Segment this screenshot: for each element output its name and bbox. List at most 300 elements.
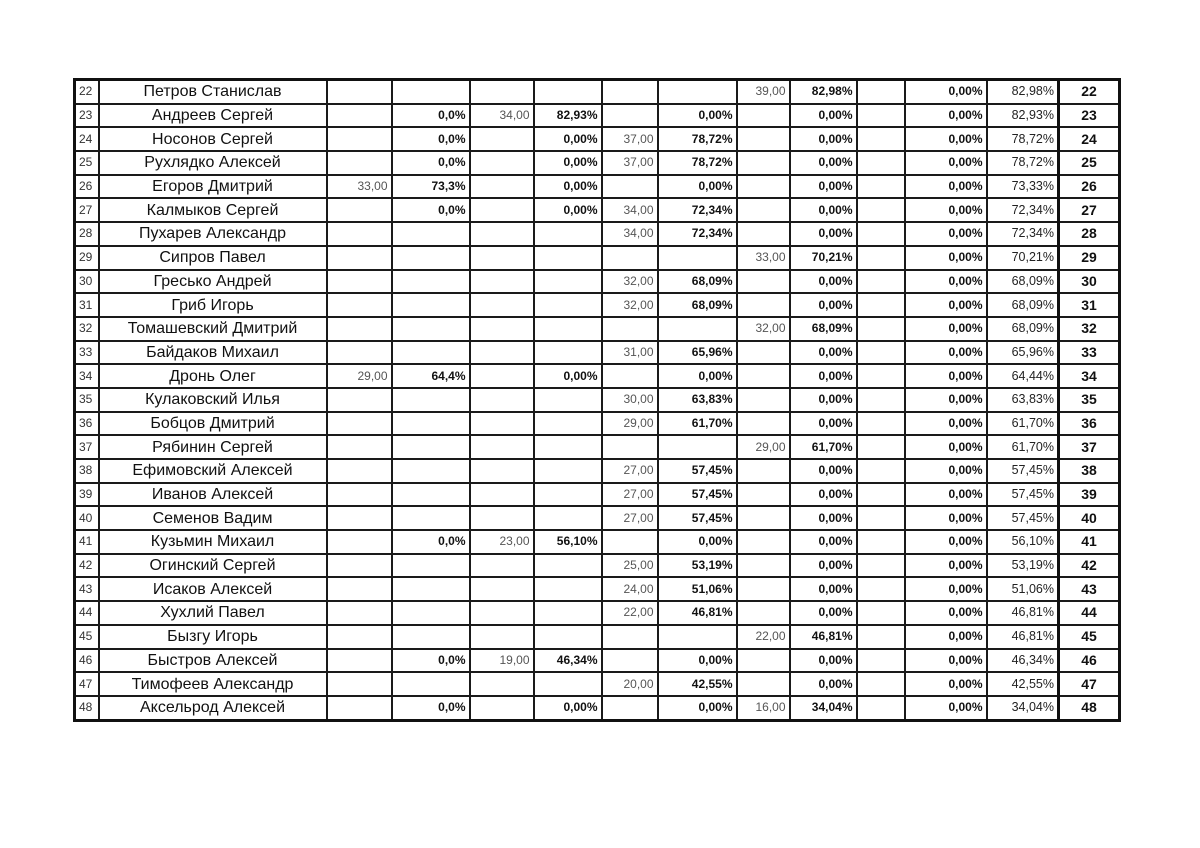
stage3-score-cell: 27,00 xyxy=(602,459,658,483)
row-index-cell: 43 xyxy=(75,577,99,601)
stage4-percent-cell: 0,00% xyxy=(790,483,857,507)
row-index-cell: 34 xyxy=(75,364,99,388)
participant-name-cell: Ефимовский Алексей xyxy=(99,459,327,483)
stage5-score-cell xyxy=(857,412,905,436)
stage5-score-cell xyxy=(857,364,905,388)
total-percent-cell: 61,70% xyxy=(987,435,1059,459)
stage5-score-cell xyxy=(857,696,905,720)
stage4-score-cell: 16,00 xyxy=(737,696,790,720)
stage3-score-cell: 24,00 xyxy=(602,577,658,601)
stage5-percent-cell: 0,00% xyxy=(905,104,987,128)
stage3-score-cell xyxy=(602,104,658,128)
stage3-score-cell xyxy=(602,364,658,388)
stage5-score-cell xyxy=(857,625,905,649)
stage5-score-cell xyxy=(857,222,905,246)
stage4-percent-cell: 0,00% xyxy=(790,388,857,412)
stage2-score-cell xyxy=(470,270,534,294)
stage2-percent-cell xyxy=(534,577,602,601)
stage4-percent-cell: 0,00% xyxy=(790,649,857,673)
stage3-percent-cell: 57,45% xyxy=(658,506,737,530)
participant-name-cell: Гресько Андрей xyxy=(99,270,327,294)
stage4-score-cell xyxy=(737,649,790,673)
stage1-score-cell xyxy=(327,672,392,696)
stage3-percent-cell: 57,45% xyxy=(658,459,737,483)
total-percent-cell: 46,81% xyxy=(987,601,1059,625)
stage1-score-cell xyxy=(327,435,392,459)
participant-name-cell: Исаков Алексей xyxy=(99,577,327,601)
stage3-score-cell: 37,00 xyxy=(602,127,658,151)
stage3-score-cell: 30,00 xyxy=(602,388,658,412)
stage2-score-cell xyxy=(470,435,534,459)
stage4-percent-cell: 0,00% xyxy=(790,270,857,294)
total-percent-cell: 57,45% xyxy=(987,483,1059,507)
stage4-percent-cell: 0,00% xyxy=(790,554,857,578)
table-row xyxy=(75,435,1120,459)
stage5-percent-cell: 0,00% xyxy=(905,317,987,341)
total-percent-cell: 61,70% xyxy=(987,412,1059,436)
stage4-percent-cell: 0,00% xyxy=(790,530,857,554)
stage2-percent-cell: 82,93% xyxy=(534,104,602,128)
stage4-percent-cell: 0,00% xyxy=(790,672,857,696)
stage3-score-cell xyxy=(602,625,658,649)
stage4-score-cell xyxy=(737,341,790,365)
row-index-cell: 39 xyxy=(75,483,99,507)
stage3-percent-cell: 68,09% xyxy=(658,293,737,317)
total-percent-cell: 68,09% xyxy=(987,270,1059,294)
table-row xyxy=(75,222,1120,246)
stage1-score-cell xyxy=(327,127,392,151)
stage4-percent-cell: 0,00% xyxy=(790,577,857,601)
stage1-percent-cell xyxy=(392,601,470,625)
place-cell: 33 xyxy=(1059,341,1120,365)
stage3-percent-cell: 46,81% xyxy=(658,601,737,625)
stage4-score-cell xyxy=(737,104,790,128)
stage1-score-cell xyxy=(327,198,392,222)
stage2-score-cell xyxy=(470,554,534,578)
row-index-cell: 48 xyxy=(75,696,99,720)
participant-name-cell: Кулаковский Илья xyxy=(99,388,327,412)
stage2-score-cell: 23,00 xyxy=(470,530,534,554)
stage1-score-cell xyxy=(327,270,392,294)
stage3-percent-cell: 65,96% xyxy=(658,341,737,365)
stage1-score-cell xyxy=(327,222,392,246)
stage1-percent-cell: 0,0% xyxy=(392,127,470,151)
stage1-score-cell xyxy=(327,483,392,507)
stage3-percent-cell: 0,00% xyxy=(658,364,737,388)
table-row xyxy=(75,530,1120,554)
place-cell: 45 xyxy=(1059,625,1120,649)
stage5-score-cell xyxy=(857,341,905,365)
stage1-percent-cell: 64,4% xyxy=(392,364,470,388)
stage3-score-cell: 32,00 xyxy=(602,293,658,317)
stage2-percent-cell xyxy=(534,317,602,341)
total-percent-cell: 53,19% xyxy=(987,554,1059,578)
participant-name-cell: Рухлядко Алексей xyxy=(99,151,327,175)
total-percent-cell: 78,72% xyxy=(987,151,1059,175)
stage2-score-cell xyxy=(470,388,534,412)
stage1-score-cell xyxy=(327,506,392,530)
stage5-percent-cell: 0,00% xyxy=(905,554,987,578)
participant-name-cell: Тимофеев Александр xyxy=(99,672,327,696)
participant-name-cell: Аксельрод Алексей xyxy=(99,696,327,720)
stage3-percent-cell: 0,00% xyxy=(658,696,737,720)
stage4-percent-cell: 70,21% xyxy=(790,246,857,270)
stage2-percent-cell xyxy=(534,506,602,530)
total-percent-cell: 82,93% xyxy=(987,104,1059,128)
total-percent-cell: 82,98% xyxy=(987,80,1059,104)
stage2-score-cell xyxy=(470,341,534,365)
stage4-percent-cell: 0,00% xyxy=(790,222,857,246)
total-percent-cell: 68,09% xyxy=(987,317,1059,341)
stage4-score-cell xyxy=(737,151,790,175)
stage1-score-cell xyxy=(327,696,392,720)
table-row xyxy=(75,388,1120,412)
total-percent-cell: 46,81% xyxy=(987,625,1059,649)
stage2-score-cell: 19,00 xyxy=(470,649,534,673)
table-row xyxy=(75,577,1120,601)
place-cell: 27 xyxy=(1059,198,1120,222)
stage3-percent-cell: 61,70% xyxy=(658,412,737,436)
stage4-score-cell: 29,00 xyxy=(737,435,790,459)
stage5-percent-cell: 0,00% xyxy=(905,625,987,649)
stage5-score-cell xyxy=(857,506,905,530)
stage5-percent-cell: 0,00% xyxy=(905,198,987,222)
stage3-percent-cell: 0,00% xyxy=(658,530,737,554)
place-cell: 32 xyxy=(1059,317,1120,341)
stage2-score-cell xyxy=(470,412,534,436)
row-index-cell: 35 xyxy=(75,388,99,412)
stage3-score-cell: 34,00 xyxy=(602,198,658,222)
place-cell: 25 xyxy=(1059,151,1120,175)
stage1-percent-cell: 0,0% xyxy=(392,198,470,222)
stage3-percent-cell: 42,55% xyxy=(658,672,737,696)
stage3-percent-cell xyxy=(658,317,737,341)
stage2-score-cell xyxy=(470,293,534,317)
participant-name-cell: Носонов Сергей xyxy=(99,127,327,151)
place-cell: 40 xyxy=(1059,506,1120,530)
stage3-percent-cell: 57,45% xyxy=(658,483,737,507)
stage3-percent-cell: 78,72% xyxy=(658,127,737,151)
place-cell: 42 xyxy=(1059,554,1120,578)
place-cell: 46 xyxy=(1059,649,1120,673)
stage3-percent-cell xyxy=(658,80,737,104)
total-percent-cell: 34,04% xyxy=(987,696,1059,720)
stage3-score-cell xyxy=(602,246,658,270)
participant-name-cell: Андреев Сергей xyxy=(99,104,327,128)
stage2-percent-cell: 0,00% xyxy=(534,127,602,151)
stage3-score-cell: 32,00 xyxy=(602,270,658,294)
table-row xyxy=(75,151,1120,175)
stage5-percent-cell: 0,00% xyxy=(905,435,987,459)
stage1-percent-cell: 0,0% xyxy=(392,104,470,128)
participant-name-cell: Сипров Павел xyxy=(99,246,327,270)
stage4-percent-cell: 46,81% xyxy=(790,625,857,649)
stage1-percent-cell: 0,0% xyxy=(392,151,470,175)
stage5-percent-cell: 0,00% xyxy=(905,672,987,696)
stage2-score-cell xyxy=(470,222,534,246)
stage3-score-cell: 20,00 xyxy=(602,672,658,696)
stage5-score-cell xyxy=(857,317,905,341)
stage2-score-cell xyxy=(470,198,534,222)
stage1-percent-cell xyxy=(392,672,470,696)
place-cell: 38 xyxy=(1059,459,1120,483)
stage1-percent-cell xyxy=(392,246,470,270)
stage4-score-cell xyxy=(737,293,790,317)
table-row xyxy=(75,270,1120,294)
row-index-cell: 26 xyxy=(75,175,99,199)
place-cell: 24 xyxy=(1059,127,1120,151)
table-row xyxy=(75,649,1120,673)
stage1-score-cell xyxy=(327,459,392,483)
row-index-cell: 23 xyxy=(75,104,99,128)
total-percent-cell: 57,45% xyxy=(987,459,1059,483)
stage3-percent-cell: 0,00% xyxy=(658,649,737,673)
stage5-percent-cell: 0,00% xyxy=(905,293,987,317)
place-cell: 26 xyxy=(1059,175,1120,199)
stage5-percent-cell: 0,00% xyxy=(905,577,987,601)
stage1-percent-cell: 0,0% xyxy=(392,696,470,720)
stage5-percent-cell: 0,00% xyxy=(905,506,987,530)
row-index-cell: 40 xyxy=(75,506,99,530)
row-index-cell: 24 xyxy=(75,127,99,151)
stage1-percent-cell xyxy=(392,459,470,483)
table-row xyxy=(75,625,1120,649)
stage5-score-cell xyxy=(857,554,905,578)
place-cell: 41 xyxy=(1059,530,1120,554)
stage5-score-cell xyxy=(857,175,905,199)
row-index-cell: 37 xyxy=(75,435,99,459)
participant-name-cell: Гриб Игорь xyxy=(99,293,327,317)
stage5-score-cell xyxy=(857,151,905,175)
stage5-percent-cell: 0,00% xyxy=(905,127,987,151)
stage5-percent-cell: 0,00% xyxy=(905,412,987,436)
place-cell: 43 xyxy=(1059,577,1120,601)
participant-name-cell: Семенов Вадим xyxy=(99,506,327,530)
place-cell: 34 xyxy=(1059,364,1120,388)
stage4-score-cell xyxy=(737,554,790,578)
place-cell: 22 xyxy=(1059,80,1120,104)
stage1-percent-cell xyxy=(392,341,470,365)
stage1-score-cell xyxy=(327,104,392,128)
stage4-percent-cell: 61,70% xyxy=(790,435,857,459)
stage3-score-cell: 29,00 xyxy=(602,412,658,436)
stage2-percent-cell xyxy=(534,293,602,317)
row-index-cell: 27 xyxy=(75,198,99,222)
row-index-cell: 41 xyxy=(75,530,99,554)
stage2-percent-cell: 0,00% xyxy=(534,696,602,720)
stage3-score-cell xyxy=(602,80,658,104)
stage5-percent-cell: 0,00% xyxy=(905,696,987,720)
stage1-percent-cell xyxy=(392,506,470,530)
table-row xyxy=(75,246,1120,270)
table-row xyxy=(75,459,1120,483)
stage1-percent-cell xyxy=(392,222,470,246)
row-index-cell: 28 xyxy=(75,222,99,246)
stage5-score-cell xyxy=(857,577,905,601)
stage3-score-cell: 25,00 xyxy=(602,554,658,578)
stage4-percent-cell: 0,00% xyxy=(790,104,857,128)
place-cell: 29 xyxy=(1059,246,1120,270)
stage2-percent-cell xyxy=(534,270,602,294)
stage2-score-cell xyxy=(470,625,534,649)
stage3-percent-cell: 53,19% xyxy=(658,554,737,578)
stage4-score-cell xyxy=(737,672,790,696)
stage1-percent-cell xyxy=(392,554,470,578)
stage3-score-cell xyxy=(602,175,658,199)
stage4-score-cell xyxy=(737,506,790,530)
table-row xyxy=(75,672,1120,696)
stage2-percent-cell xyxy=(534,625,602,649)
stage1-score-cell xyxy=(327,530,392,554)
place-cell: 36 xyxy=(1059,412,1120,436)
results-table xyxy=(73,78,1121,722)
stage5-score-cell xyxy=(857,246,905,270)
stage2-percent-cell xyxy=(534,222,602,246)
total-percent-cell: 70,21% xyxy=(987,246,1059,270)
total-percent-cell: 72,34% xyxy=(987,222,1059,246)
stage2-score-cell xyxy=(470,672,534,696)
participant-name-cell: Дронь Олег xyxy=(99,364,327,388)
participant-name-cell: Хухлий Павел xyxy=(99,601,327,625)
stage4-score-cell: 39,00 xyxy=(737,80,790,104)
stage4-percent-cell: 0,00% xyxy=(790,364,857,388)
stage5-score-cell xyxy=(857,388,905,412)
stage4-percent-cell: 34,04% xyxy=(790,696,857,720)
stage5-percent-cell: 0,00% xyxy=(905,649,987,673)
stage3-percent-cell: 51,06% xyxy=(658,577,737,601)
total-percent-cell: 65,96% xyxy=(987,341,1059,365)
stage2-percent-cell xyxy=(534,388,602,412)
stage1-score-cell xyxy=(327,246,392,270)
stage4-percent-cell: 0,00% xyxy=(790,151,857,175)
row-index-cell: 42 xyxy=(75,554,99,578)
stage1-score-cell xyxy=(327,554,392,578)
stage4-percent-cell: 0,00% xyxy=(790,459,857,483)
row-index-cell: 47 xyxy=(75,672,99,696)
stage4-score-cell xyxy=(737,483,790,507)
participant-name-cell: Быстров Алексей xyxy=(99,649,327,673)
stage1-score-cell xyxy=(327,80,392,104)
stage2-percent-cell xyxy=(534,341,602,365)
stage5-percent-cell: 0,00% xyxy=(905,601,987,625)
table-row xyxy=(75,483,1120,507)
stage2-score-cell xyxy=(470,246,534,270)
stage3-score-cell xyxy=(602,696,658,720)
stage4-score-cell xyxy=(737,530,790,554)
stage1-percent-cell xyxy=(392,388,470,412)
stage5-percent-cell: 0,00% xyxy=(905,246,987,270)
stage1-score-cell xyxy=(327,341,392,365)
table-row xyxy=(75,317,1120,341)
stage5-score-cell xyxy=(857,270,905,294)
stage2-score-cell xyxy=(470,459,534,483)
participant-name-cell: Иванов Алексей xyxy=(99,483,327,507)
stage5-percent-cell: 0,00% xyxy=(905,388,987,412)
stage3-score-cell xyxy=(602,317,658,341)
stage3-percent-cell: 68,09% xyxy=(658,270,737,294)
stage1-percent-cell: 0,0% xyxy=(392,649,470,673)
stage2-percent-cell xyxy=(534,246,602,270)
total-percent-cell: 46,34% xyxy=(987,649,1059,673)
participant-name-cell: Пухарев Александр xyxy=(99,222,327,246)
stage2-score-cell xyxy=(470,175,534,199)
stage3-percent-cell: 0,00% xyxy=(658,104,737,128)
stage3-percent-cell: 0,00% xyxy=(658,175,737,199)
stage4-score-cell xyxy=(737,198,790,222)
stage5-percent-cell: 0,00% xyxy=(905,80,987,104)
stage4-score-cell xyxy=(737,577,790,601)
stage2-percent-cell xyxy=(534,672,602,696)
participant-name-cell: Огинский Сергей xyxy=(99,554,327,578)
stage2-score-cell: 34,00 xyxy=(470,104,534,128)
stage5-percent-cell: 0,00% xyxy=(905,459,987,483)
stage1-percent-cell: 0,0% xyxy=(392,530,470,554)
stage3-score-cell: 27,00 xyxy=(602,483,658,507)
stage1-score-cell xyxy=(327,649,392,673)
stage2-percent-cell xyxy=(534,601,602,625)
stage2-score-cell xyxy=(470,483,534,507)
stage1-percent-cell xyxy=(392,435,470,459)
stage1-score-cell: 33,00 xyxy=(327,175,392,199)
place-cell: 37 xyxy=(1059,435,1120,459)
stage2-percent-cell xyxy=(534,412,602,436)
stage3-percent-cell: 72,34% xyxy=(658,222,737,246)
stage5-percent-cell: 0,00% xyxy=(905,483,987,507)
stage4-percent-cell: 68,09% xyxy=(790,317,857,341)
participant-name-cell: Петров Станислав xyxy=(99,80,327,104)
stage3-percent-cell xyxy=(658,625,737,649)
stage2-score-cell xyxy=(470,601,534,625)
stage2-percent-cell: 0,00% xyxy=(534,175,602,199)
table-row xyxy=(75,341,1120,365)
place-cell: 31 xyxy=(1059,293,1120,317)
table-row xyxy=(75,554,1120,578)
stage4-percent-cell: 82,98% xyxy=(790,80,857,104)
stage4-percent-cell: 0,00% xyxy=(790,175,857,199)
stage2-percent-cell xyxy=(534,435,602,459)
stage2-percent-cell xyxy=(534,80,602,104)
stage4-score-cell: 32,00 xyxy=(737,317,790,341)
total-percent-cell: 68,09% xyxy=(987,293,1059,317)
stage2-percent-cell: 0,00% xyxy=(534,151,602,175)
stage2-score-cell xyxy=(470,151,534,175)
stage5-percent-cell: 0,00% xyxy=(905,341,987,365)
row-index-cell: 32 xyxy=(75,317,99,341)
total-percent-cell: 57,45% xyxy=(987,506,1059,530)
stage5-score-cell xyxy=(857,483,905,507)
stage4-percent-cell: 0,00% xyxy=(790,506,857,530)
results-table-body xyxy=(75,80,1120,721)
results-sheet xyxy=(73,78,1121,722)
participant-name-cell: Бызгу Игорь xyxy=(99,625,327,649)
stage1-score-cell xyxy=(327,388,392,412)
table-row xyxy=(75,104,1120,128)
total-percent-cell: 56,10% xyxy=(987,530,1059,554)
participant-name-cell: Томашевский Дмитрий xyxy=(99,317,327,341)
participant-name-cell: Кузьмин Михаил xyxy=(99,530,327,554)
stage5-score-cell xyxy=(857,435,905,459)
stage5-score-cell xyxy=(857,80,905,104)
stage1-score-cell xyxy=(327,601,392,625)
stage2-score-cell xyxy=(470,80,534,104)
stage2-percent-cell: 46,34% xyxy=(534,649,602,673)
stage3-percent-cell: 63,83% xyxy=(658,388,737,412)
stage3-percent-cell: 72,34% xyxy=(658,198,737,222)
stage2-percent-cell xyxy=(534,459,602,483)
stage3-score-cell xyxy=(602,649,658,673)
row-index-cell: 29 xyxy=(75,246,99,270)
stage2-score-cell xyxy=(470,506,534,530)
